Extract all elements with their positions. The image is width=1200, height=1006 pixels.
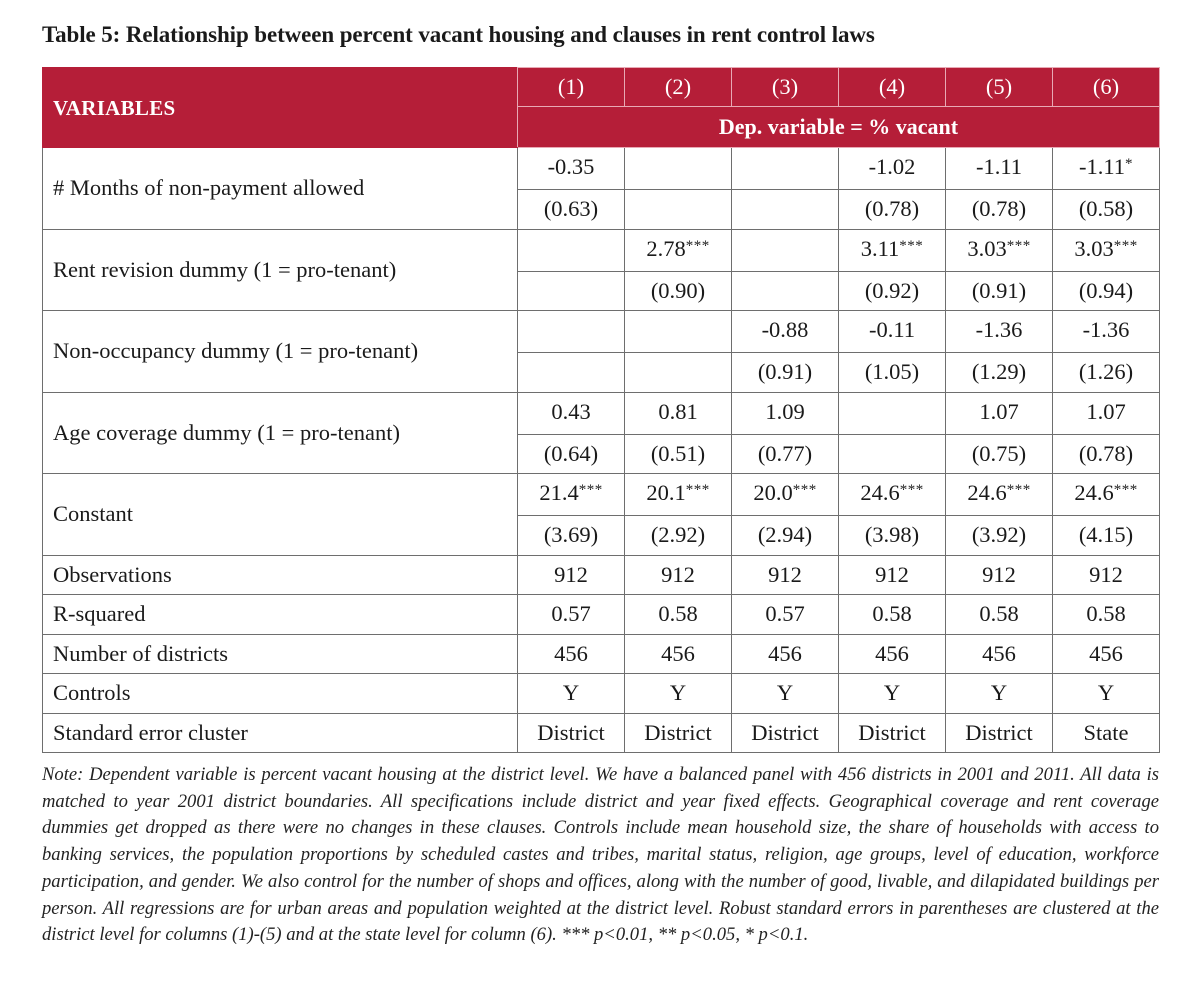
- coefficient-cell: [839, 148, 946, 190]
- significance-stars: ***: [685, 482, 710, 498]
- standard-error-cell: [625, 353, 732, 393]
- significance-stars: ***: [899, 482, 924, 498]
- coefficient-cell: [625, 311, 732, 353]
- standard-error-cell: (0.78): [839, 190, 946, 230]
- statistic-value: 0.58: [946, 595, 1053, 635]
- coefficient-cell: [732, 229, 839, 271]
- standard-error-cell: [839, 434, 946, 474]
- coefficient-value: 1.07: [1086, 398, 1126, 424]
- statistic-value: Y: [839, 674, 946, 714]
- standard-error-cell: (0.64): [518, 434, 625, 474]
- statistic-value: District: [625, 713, 732, 753]
- coefficient-value: 1.09: [765, 398, 805, 424]
- statistic-value: 912: [625, 555, 732, 595]
- coefficient-value: 2.78: [646, 235, 686, 261]
- variable-label: Constant: [43, 474, 518, 556]
- variable-label: # Months of non-payment allowed: [43, 148, 518, 230]
- variable-label: Age coverage dummy (1 = pro-tenant): [43, 392, 518, 474]
- coefficient-cell: [839, 392, 946, 434]
- coefficient-cell: [732, 392, 839, 434]
- coefficient-value: 0.43: [551, 398, 591, 424]
- coefficient-row: [43, 474, 1160, 516]
- standard-error-cell: (0.92): [839, 271, 946, 311]
- statistic-value: 456: [1053, 634, 1160, 674]
- standard-error-cell: (0.58): [1053, 190, 1160, 230]
- coefficient-value: 24.6: [1074, 480, 1114, 505]
- standard-error-cell: (0.94): [1053, 271, 1160, 311]
- coefficient-cell: [1053, 311, 1160, 353]
- significance-stars: ***: [792, 482, 817, 498]
- statistic-value: District: [946, 713, 1053, 753]
- coefficient-cell: [732, 311, 839, 353]
- significance-stars: ***: [1113, 482, 1138, 498]
- statistic-label: R-squared: [43, 595, 518, 635]
- statistic-value: Y: [518, 674, 625, 714]
- standard-error-cell: (0.91): [732, 353, 839, 393]
- coefficient-cell: [946, 392, 1053, 434]
- regression-table: [42, 67, 1160, 753]
- statistic-value: 912: [732, 555, 839, 595]
- column-header: (4): [839, 68, 946, 107]
- standard-error-cell: (1.26): [1053, 353, 1160, 393]
- statistic-value: District: [518, 713, 625, 753]
- standard-error-cell: (4.15): [1053, 516, 1160, 556]
- statistic-value: 912: [839, 555, 946, 595]
- standard-error-cell: (0.77): [732, 434, 839, 474]
- coefficient-row: [43, 392, 1160, 434]
- coefficient-value: -1.36: [975, 317, 1023, 342]
- dep-variable-header: Dep. variable = % vacant: [518, 107, 1160, 148]
- coefficient-cell: [946, 148, 1053, 190]
- statistic-row: [43, 713, 1160, 753]
- standard-error-cell: [518, 271, 625, 311]
- coefficient-cell: [518, 392, 625, 434]
- coefficient-cell: [518, 311, 625, 353]
- standard-error-cell: (0.78): [946, 190, 1053, 230]
- coefficient-cell: [839, 474, 946, 516]
- header-row-columns: [43, 68, 1160, 107]
- coefficient-value: 0.81: [658, 398, 698, 424]
- variable-label: Rent revision dummy (1 = pro-tenant): [43, 229, 518, 311]
- statistic-value: 456: [625, 634, 732, 674]
- coefficient-value: -0.35: [547, 154, 595, 179]
- column-header: (6): [1053, 68, 1160, 107]
- coefficient-value: 24.6: [860, 480, 900, 505]
- standard-error-cell: (1.29): [946, 353, 1053, 393]
- coefficient-cell: [946, 474, 1053, 516]
- significance-stars: ***: [1006, 237, 1031, 254]
- table-note: Note: Dependent variable is percent vacant housing at the district level. We have a balanced panel with 456 districts in 2001 and 2011. All data is matched to year 2001 district boundaries. All specifications include district and year fixed effects. Geographical coverage and rent coverage dummies get dropped as there were no changes in these clauses. Controls include mean household size, the share of households with access to banking services, the population proportions by scheduled castes and tribes, marital status, religion, age groups, level of education, workforce participation, and gender. We also control for the number of shops and offices, along with the number of good, livable, and dilapidated buildings per person. All regressions are for urban areas and population weighted at the district level. Robust standard errors in parentheses are clustered at the district level for columns (1)-(5) and at the state level for column (6). *** p<0.01, ** p<0.05, * p<0.1.: [42, 764, 1159, 946]
- standard-error-cell: [732, 271, 839, 311]
- statistic-value: State: [1053, 713, 1160, 753]
- coefficient-value: 21.4: [539, 480, 579, 505]
- coefficient-cell: [518, 148, 625, 190]
- statistic-row: [43, 674, 1160, 714]
- standard-error-cell: [732, 190, 839, 230]
- coefficient-cell: [625, 229, 732, 271]
- significance-stars: ***: [1113, 237, 1138, 254]
- significance-stars: ***: [578, 482, 603, 498]
- coefficient-value: 24.6: [967, 480, 1007, 505]
- standard-error-cell: (0.63): [518, 190, 625, 230]
- coefficient-cell: [946, 311, 1053, 353]
- coefficient-value: 20.1: [646, 480, 686, 505]
- coefficient-cell: [625, 148, 732, 190]
- standard-error-cell: (0.90): [625, 271, 732, 311]
- statistic-value: District: [839, 713, 946, 753]
- statistic-label: Number of districts: [43, 634, 518, 674]
- coefficient-value: -1.11: [1078, 154, 1126, 179]
- coefficient-row: [43, 311, 1160, 353]
- standard-error-cell: (1.05): [839, 353, 946, 393]
- statistic-label: Standard error cluster: [43, 713, 518, 753]
- coefficient-cell: [1053, 229, 1160, 271]
- standard-error-cell: [625, 190, 732, 230]
- coefficient-value: 3.11: [860, 235, 900, 261]
- standard-error-cell: (2.94): [732, 516, 839, 556]
- statistic-value: 456: [732, 634, 839, 674]
- statistic-value: Y: [1053, 674, 1160, 714]
- coefficient-cell: [625, 474, 732, 516]
- standard-error-cell: (0.91): [946, 271, 1053, 311]
- statistic-value: Y: [625, 674, 732, 714]
- statistic-value: 0.58: [1053, 595, 1160, 635]
- significance-stars: ***: [1006, 482, 1031, 498]
- column-header: (1): [518, 68, 625, 107]
- significance-stars: ***: [899, 237, 924, 254]
- statistic-row: [43, 634, 1160, 674]
- standard-error-cell: (0.51): [625, 434, 732, 474]
- coefficient-value: 20.0: [753, 480, 793, 505]
- statistic-value: Y: [946, 674, 1053, 714]
- column-header: (5): [946, 68, 1053, 107]
- coefficient-row: [43, 229, 1160, 271]
- standard-error-cell: [518, 353, 625, 393]
- variable-label: Non-occupancy dummy (1 = pro-tenant): [43, 311, 518, 393]
- standard-error-cell: (3.92): [946, 516, 1053, 556]
- coefficient-cell: [839, 229, 946, 271]
- standard-error-cell: (0.75): [946, 434, 1053, 474]
- statistic-value: 0.58: [625, 595, 732, 635]
- statistic-value: District: [732, 713, 839, 753]
- standard-error-cell: (0.78): [1053, 434, 1160, 474]
- coefficient-value: 3.03: [967, 235, 1007, 261]
- coefficient-cell: [1053, 474, 1160, 516]
- statistic-value: 456: [839, 634, 946, 674]
- coefficient-value: -1.11: [975, 154, 1023, 179]
- statistic-value: 456: [518, 634, 625, 674]
- variables-header: VARIABLES: [43, 68, 518, 148]
- column-header: (3): [732, 68, 839, 107]
- standard-error-cell: (3.98): [839, 516, 946, 556]
- statistic-value: 0.57: [732, 595, 839, 635]
- coefficient-cell: [625, 392, 732, 434]
- column-header: (2): [625, 68, 732, 107]
- coefficient-row: [43, 148, 1160, 190]
- coefficient-value: 3.03: [1074, 235, 1114, 261]
- coefficient-value: -1.36: [1082, 317, 1130, 342]
- standard-error-cell: (2.92): [625, 516, 732, 556]
- statistic-value: 912: [946, 555, 1053, 595]
- statistic-row: [43, 555, 1160, 595]
- coefficient-value: -0.88: [761, 317, 809, 342]
- coefficient-cell: [732, 148, 839, 190]
- statistic-label: Observations: [43, 555, 518, 595]
- coefficient-cell: [946, 229, 1053, 271]
- coefficient-cell: [518, 474, 625, 516]
- coefficient-value: -1.02: [868, 154, 916, 179]
- statistic-value: Y: [732, 674, 839, 714]
- coefficient-value: -0.11: [868, 317, 916, 342]
- statistic-row: [43, 595, 1160, 635]
- coefficient-cell: [1053, 148, 1160, 190]
- statistic-value: 912: [518, 555, 625, 595]
- statistic-value: 0.57: [518, 595, 625, 635]
- coefficient-cell: [518, 229, 625, 271]
- coefficient-cell: [1053, 392, 1160, 434]
- standard-error-cell: (3.69): [518, 516, 625, 556]
- statistic-value: 0.58: [839, 595, 946, 635]
- significance-stars: ***: [685, 237, 710, 254]
- statistic-value: 912: [1053, 555, 1160, 595]
- statistic-value: 456: [946, 634, 1053, 674]
- coefficient-value: 1.07: [979, 398, 1019, 424]
- coefficient-cell: [839, 311, 946, 353]
- coefficient-cell: [732, 474, 839, 516]
- significance-stars: *: [1125, 156, 1134, 172]
- statistic-label: Controls: [43, 674, 518, 714]
- table-title: Table 5: Relationship between percent vacant housing and clauses in rent control laws: [42, 22, 875, 47]
- table-body: [43, 148, 1160, 753]
